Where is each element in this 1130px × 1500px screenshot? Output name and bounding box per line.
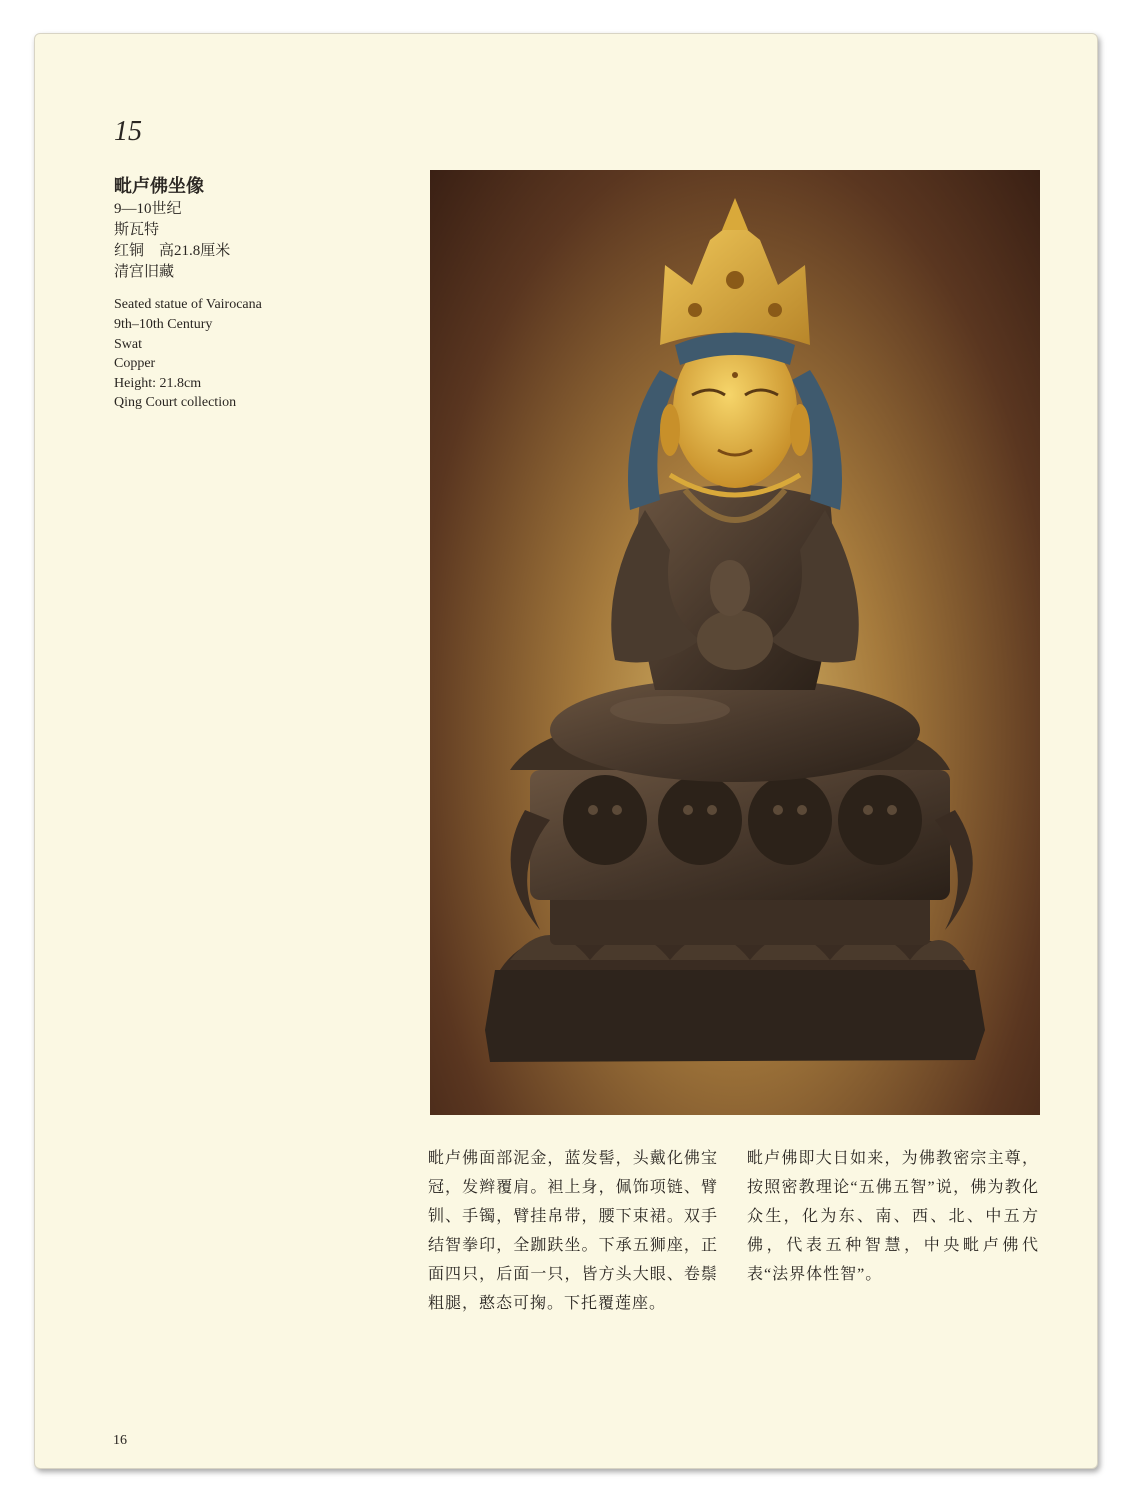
english-date: 9th–10th Century xyxy=(114,317,213,332)
plate-number: 15 xyxy=(114,116,142,147)
english-collection: Qing Court collection xyxy=(114,395,237,410)
vairocana-statue-illustration xyxy=(430,170,1040,1115)
english-material: Copper xyxy=(114,356,156,371)
chinese-title: 毗卢佛坐像 xyxy=(114,176,204,196)
mudra-hands xyxy=(697,610,773,670)
chinese-date: 9—10世纪 xyxy=(114,201,182,217)
chinese-material-size: 红铜 高21.8厘米 xyxy=(114,243,231,259)
description-right: 毗卢佛即大日如来，为佛教密宗主尊，按照密教理论“五佛五智”说，佛为教化众生，化为东、南、西、北、中五方佛，代表五种智慧，中央毗卢佛代表“法界体性智”。 xyxy=(747,1150,1039,1283)
english-origin: Swat xyxy=(114,336,142,352)
statue-photograph xyxy=(430,170,1040,1115)
english-height: Height: 21.8cm xyxy=(114,375,202,391)
chinese-caption xyxy=(114,173,230,283)
english-caption xyxy=(114,295,262,413)
description-left: 毗卢佛面部泥金，蓝发髻，头戴化佛宝冠，发辫覆肩。袒上身，佩饰项链、臂钏、手镯，臂挂帛带，腰下束裙。双手结智拳印，全跏趺坐。下承五狮座，正面四只，后面一只，皆方头大眼、卷鬃粗腿，憨态可掬。下托覆莲座。 xyxy=(428,1150,718,1312)
chinese-collection: 清宫旧藏 xyxy=(114,264,175,280)
english-title: Seated statue of Vairocana xyxy=(114,297,262,312)
chinese-origin: 斯瓦特 xyxy=(114,222,160,238)
page-number: 16 xyxy=(113,1433,127,1448)
crossed-legs xyxy=(550,678,920,782)
base-plinth xyxy=(485,970,985,1062)
catalog-page xyxy=(34,33,1098,1469)
